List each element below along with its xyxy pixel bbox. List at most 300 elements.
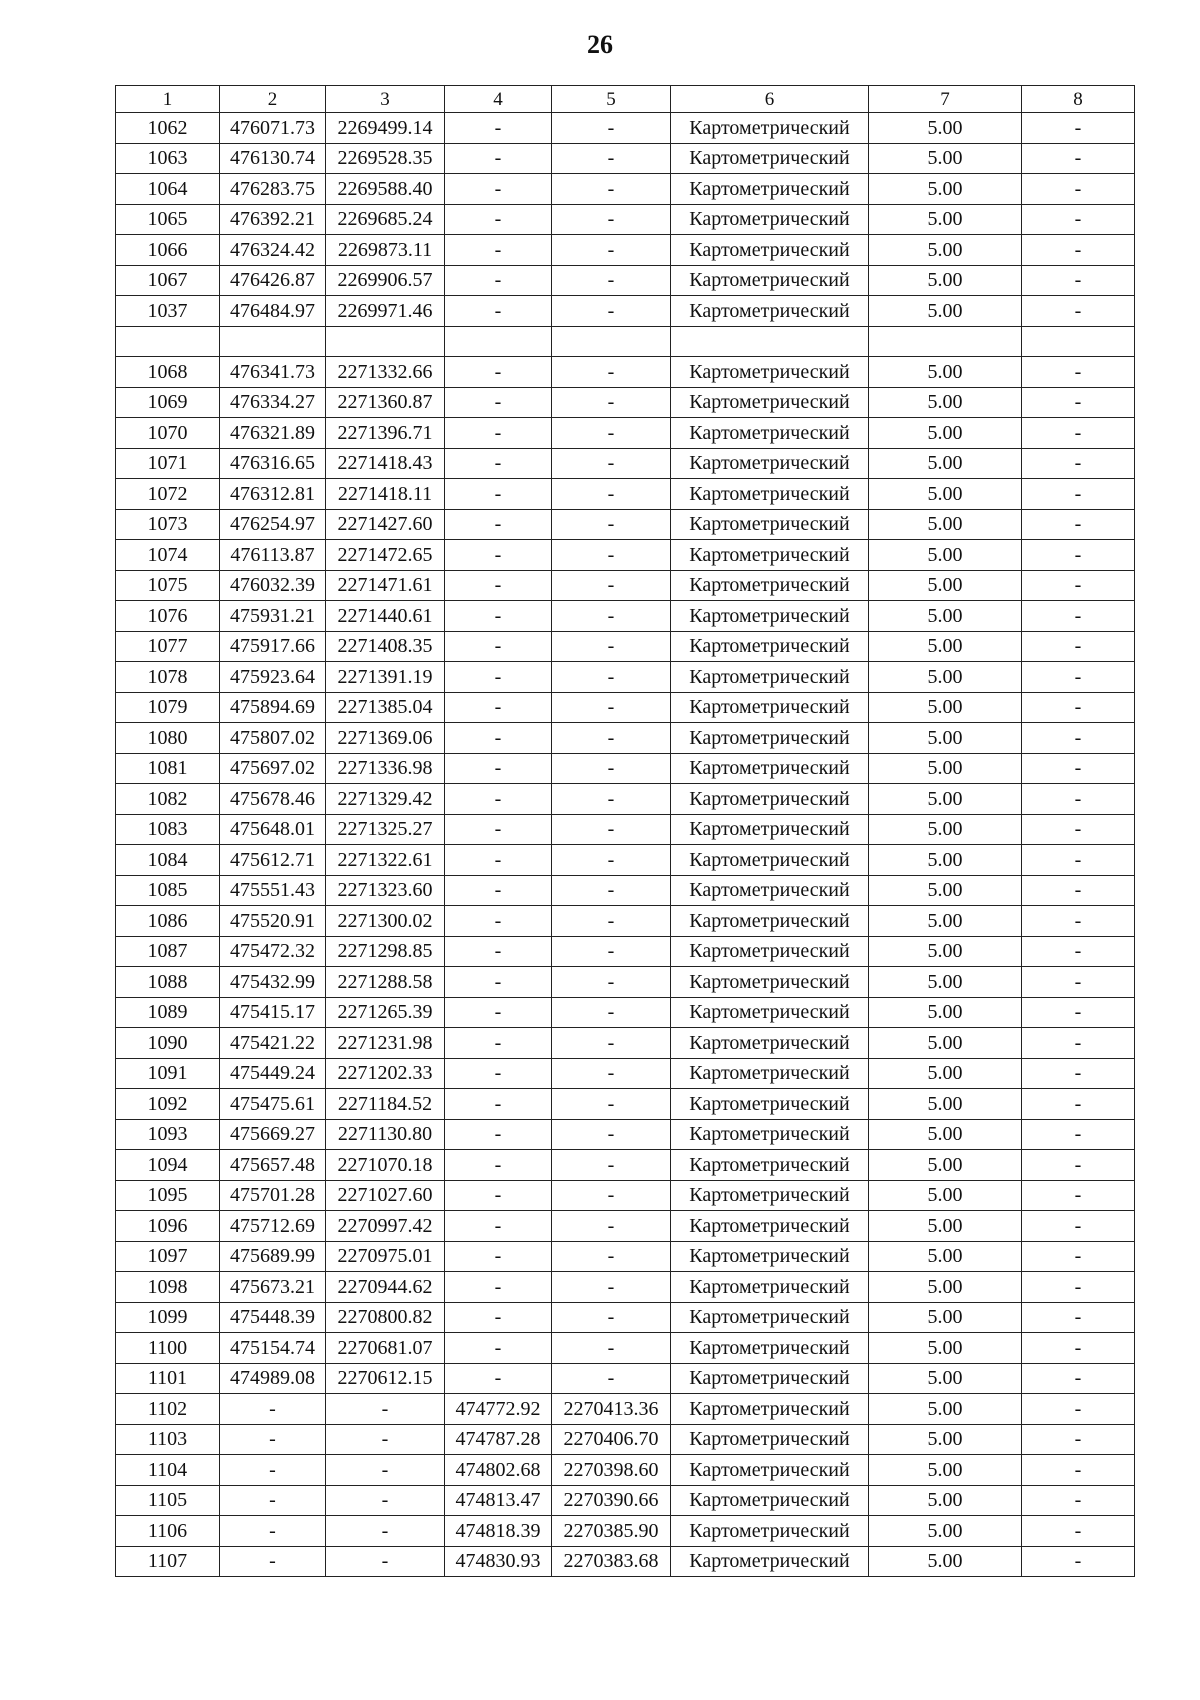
description-cell: -: [1022, 1150, 1135, 1181]
y-coord-cell: 2269528.35: [326, 143, 445, 174]
accuracy-cell: 5.00: [869, 1516, 1022, 1547]
table-row: [116, 326, 1135, 357]
method-cell: Картометрический: [671, 1363, 869, 1394]
y-coord-alt-cell: -: [552, 1333, 671, 1364]
y-coord-cell: 2270612.15: [326, 1363, 445, 1394]
table-row: [116, 479, 1135, 510]
x-coord-cell: 475678.46: [220, 784, 326, 815]
x-coord-alt-cell: -: [445, 204, 552, 235]
x-coord-alt-cell: -: [445, 1028, 552, 1059]
description-cell: -: [1022, 967, 1135, 998]
description-cell: [1022, 326, 1135, 357]
point-number-cell: 1088: [116, 967, 220, 998]
method-cell: Картометрический: [671, 723, 869, 754]
y-coord-cell: 2269873.11: [326, 235, 445, 266]
point-number-cell: 1083: [116, 814, 220, 845]
accuracy-cell: 5.00: [869, 174, 1022, 205]
y-coord-cell: 2271322.61: [326, 845, 445, 876]
y-coord-cell: 2271202.33: [326, 1058, 445, 1089]
y-coord-alt-cell: 2270398.60: [552, 1455, 671, 1486]
x-coord-alt-cell: -: [445, 1058, 552, 1089]
table-row: [116, 357, 1135, 388]
description-cell: -: [1022, 1546, 1135, 1577]
table-row: [116, 845, 1135, 876]
x-coord-alt-cell: -: [445, 1180, 552, 1211]
description-cell: -: [1022, 357, 1135, 388]
method-cell: Картометрический: [671, 1272, 869, 1303]
accuracy-cell: 5.00: [869, 1272, 1022, 1303]
point-number-cell: 1102: [116, 1394, 220, 1425]
y-coord-cell: 2271300.02: [326, 906, 445, 937]
x-coord-cell: 475551.43: [220, 875, 326, 906]
x-coord-alt-cell: -: [445, 174, 552, 205]
header-cell: 4: [445, 86, 552, 113]
accuracy-cell: 5.00: [869, 143, 1022, 174]
accuracy-cell: 5.00: [869, 1028, 1022, 1059]
description-cell: -: [1022, 1028, 1135, 1059]
table-row: [116, 1089, 1135, 1120]
method-cell: Картометрический: [671, 1241, 869, 1272]
x-coord-cell: 475448.39: [220, 1302, 326, 1333]
x-coord-cell: 476254.97: [220, 509, 326, 540]
description-cell: -: [1022, 387, 1135, 418]
table-row: [116, 1028, 1135, 1059]
x-coord-cell: 475657.48: [220, 1150, 326, 1181]
y-coord-cell: 2271385.04: [326, 692, 445, 723]
method-cell: Картометрический: [671, 1333, 869, 1364]
point-number-cell: 1095: [116, 1180, 220, 1211]
y-coord-cell: 2271396.71: [326, 418, 445, 449]
x-coord-cell: 475917.66: [220, 631, 326, 662]
description-cell: -: [1022, 509, 1135, 540]
x-coord-alt-cell: 474830.93: [445, 1546, 552, 1577]
point-number-cell: 1105: [116, 1485, 220, 1516]
x-coord-alt-cell: 474802.68: [445, 1455, 552, 1486]
method-cell: Картометрический: [671, 540, 869, 571]
point-number-cell: 1085: [116, 875, 220, 906]
y-coord-cell: 2271360.87: [326, 387, 445, 418]
y-coord-cell: 2271427.60: [326, 509, 445, 540]
x-coord-alt-cell: [445, 326, 552, 357]
point-number-cell: 1097: [116, 1241, 220, 1272]
y-coord-cell: -: [326, 1485, 445, 1516]
y-coord-alt-cell: -: [552, 967, 671, 998]
x-coord-cell: 475475.61: [220, 1089, 326, 1120]
description-cell: -: [1022, 1058, 1135, 1089]
accuracy-cell: 5.00: [869, 692, 1022, 723]
description-cell: -: [1022, 692, 1135, 723]
point-number-cell: 1037: [116, 296, 220, 327]
method-cell: Картометрический: [671, 997, 869, 1028]
table-row: [116, 784, 1135, 815]
x-coord-cell: 475648.01: [220, 814, 326, 845]
table-row: [116, 1211, 1135, 1242]
y-coord-alt-cell: -: [552, 387, 671, 418]
x-coord-cell: [220, 326, 326, 357]
accuracy-cell: 5.00: [869, 1150, 1022, 1181]
y-coord-cell: 2271408.35: [326, 631, 445, 662]
table-row: [116, 1516, 1135, 1547]
y-coord-cell: 2271418.11: [326, 479, 445, 510]
method-cell: Картометрический: [671, 143, 869, 174]
x-coord-cell: 475923.64: [220, 662, 326, 693]
table-row: [116, 601, 1135, 632]
x-coord-alt-cell: -: [445, 1089, 552, 1120]
y-coord-alt-cell: -: [552, 1272, 671, 1303]
accuracy-cell: 5.00: [869, 845, 1022, 876]
accuracy-cell: 5.00: [869, 1455, 1022, 1486]
table-row: [116, 540, 1135, 571]
table-row: [116, 967, 1135, 998]
table-row: [116, 1333, 1135, 1364]
table-row: [116, 418, 1135, 449]
x-coord-cell: 475697.02: [220, 753, 326, 784]
accuracy-cell: 5.00: [869, 296, 1022, 327]
table-row: [116, 1180, 1135, 1211]
y-coord-alt-cell: -: [552, 418, 671, 449]
x-coord-cell: 476341.73: [220, 357, 326, 388]
x-coord-alt-cell: 474813.47: [445, 1485, 552, 1516]
method-cell: Картометрический: [671, 631, 869, 662]
table-row: [116, 1150, 1135, 1181]
description-cell: -: [1022, 814, 1135, 845]
x-coord-alt-cell: -: [445, 906, 552, 937]
y-coord-alt-cell: [552, 326, 671, 357]
description-cell: -: [1022, 1089, 1135, 1120]
x-coord-alt-cell: -: [445, 235, 552, 266]
point-number-cell: 1107: [116, 1546, 220, 1577]
description-cell: -: [1022, 1424, 1135, 1455]
accuracy-cell: 5.00: [869, 936, 1022, 967]
x-coord-cell: 475689.99: [220, 1241, 326, 1272]
table-row: [116, 174, 1135, 205]
point-number-cell: 1072: [116, 479, 220, 510]
table-row: [116, 1058, 1135, 1089]
method-cell: Картометрический: [671, 418, 869, 449]
y-coord-cell: 2269971.46: [326, 296, 445, 327]
table-row: [116, 143, 1135, 174]
description-cell: -: [1022, 845, 1135, 876]
description-cell: -: [1022, 143, 1135, 174]
y-coord-alt-cell: -: [552, 997, 671, 1028]
x-coord-cell: 476324.42: [220, 235, 326, 266]
y-coord-cell: [326, 326, 445, 357]
accuracy-cell: 5.00: [869, 1241, 1022, 1272]
accuracy-cell: 5.00: [869, 1180, 1022, 1211]
description-cell: -: [1022, 235, 1135, 266]
x-coord-cell: 476283.75: [220, 174, 326, 205]
accuracy-cell: [869, 326, 1022, 357]
accuracy-cell: 5.00: [869, 1363, 1022, 1394]
description-cell: -: [1022, 113, 1135, 144]
x-coord-alt-cell: -: [445, 509, 552, 540]
x-coord-alt-cell: -: [445, 784, 552, 815]
y-coord-cell: 2271391.19: [326, 662, 445, 693]
accuracy-cell: 5.00: [869, 1089, 1022, 1120]
y-coord-cell: 2271288.58: [326, 967, 445, 998]
x-coord-alt-cell: -: [445, 143, 552, 174]
y-coord-alt-cell: -: [552, 1180, 671, 1211]
y-coord-cell: 2270800.82: [326, 1302, 445, 1333]
description-cell: -: [1022, 875, 1135, 906]
description-cell: -: [1022, 631, 1135, 662]
x-coord-cell: 475701.28: [220, 1180, 326, 1211]
accuracy-cell: 5.00: [869, 540, 1022, 571]
x-coord-alt-cell: -: [445, 814, 552, 845]
x-coord-alt-cell: -: [445, 418, 552, 449]
method-cell: Картометрический: [671, 1394, 869, 1425]
accuracy-cell: 5.00: [869, 906, 1022, 937]
x-coord-alt-cell: -: [445, 875, 552, 906]
y-coord-cell: 2271332.66: [326, 357, 445, 388]
method-cell: Картометрический: [671, 601, 869, 632]
table-row: [116, 1241, 1135, 1272]
y-coord-cell: 2271027.60: [326, 1180, 445, 1211]
table-row: [116, 936, 1135, 967]
method-cell: Картометрический: [671, 387, 869, 418]
description-cell: -: [1022, 448, 1135, 479]
accuracy-cell: 5.00: [869, 601, 1022, 632]
description-cell: -: [1022, 784, 1135, 815]
x-coord-cell: 476312.81: [220, 479, 326, 510]
y-coord-alt-cell: -: [552, 631, 671, 662]
description-cell: -: [1022, 174, 1135, 205]
method-cell: Картометрический: [671, 1150, 869, 1181]
method-cell: Картометрический: [671, 448, 869, 479]
x-coord-cell: 475673.21: [220, 1272, 326, 1303]
accuracy-cell: 5.00: [869, 509, 1022, 540]
x-coord-cell: 475421.22: [220, 1028, 326, 1059]
point-number-cell: 1084: [116, 845, 220, 876]
method-cell: Картометрический: [671, 265, 869, 296]
accuracy-cell: 5.00: [869, 1333, 1022, 1364]
y-coord-alt-cell: -: [552, 1119, 671, 1150]
accuracy-cell: 5.00: [869, 235, 1022, 266]
x-coord-alt-cell: 474818.39: [445, 1516, 552, 1547]
description-cell: -: [1022, 1394, 1135, 1425]
x-coord-cell: -: [220, 1516, 326, 1547]
accuracy-cell: 5.00: [869, 418, 1022, 449]
x-coord-cell: 475154.74: [220, 1333, 326, 1364]
description-cell: -: [1022, 204, 1135, 235]
y-coord-alt-cell: -: [552, 174, 671, 205]
y-coord-alt-cell: -: [552, 784, 671, 815]
y-coord-cell: 2271440.61: [326, 601, 445, 632]
description-cell: -: [1022, 418, 1135, 449]
x-coord-alt-cell: -: [445, 1302, 552, 1333]
table-row: [116, 1546, 1135, 1577]
method-cell: Картометрический: [671, 1424, 869, 1455]
y-coord-alt-cell: -: [552, 1058, 671, 1089]
point-number-cell: 1091: [116, 1058, 220, 1089]
accuracy-cell: 5.00: [869, 113, 1022, 144]
accuracy-cell: 5.00: [869, 753, 1022, 784]
y-coord-alt-cell: -: [552, 814, 671, 845]
x-coord-cell: 476113.87: [220, 540, 326, 571]
table-row: [116, 875, 1135, 906]
y-coord-alt-cell: -: [552, 1363, 671, 1394]
accuracy-cell: 5.00: [869, 479, 1022, 510]
accuracy-cell: 5.00: [869, 1302, 1022, 1333]
description-cell: -: [1022, 570, 1135, 601]
method-cell: Картометрический: [671, 1485, 869, 1516]
method-cell: Картометрический: [671, 1516, 869, 1547]
x-coord-alt-cell: -: [445, 265, 552, 296]
point-number-cell: 1106: [116, 1516, 220, 1547]
point-number-cell: 1070: [116, 418, 220, 449]
x-coord-cell: -: [220, 1394, 326, 1425]
method-cell: Картометрический: [671, 1089, 869, 1120]
accuracy-cell: 5.00: [869, 1485, 1022, 1516]
x-coord-cell: 476484.97: [220, 296, 326, 327]
y-coord-alt-cell: -: [552, 1150, 671, 1181]
description-cell: -: [1022, 540, 1135, 571]
point-number-cell: 1065: [116, 204, 220, 235]
table-row: [116, 509, 1135, 540]
y-coord-alt-cell: -: [552, 509, 671, 540]
y-coord-cell: -: [326, 1546, 445, 1577]
point-number-cell: 1098: [116, 1272, 220, 1303]
accuracy-cell: 5.00: [869, 814, 1022, 845]
accuracy-cell: 5.00: [869, 784, 1022, 815]
y-coord-alt-cell: -: [552, 570, 671, 601]
y-coord-cell: 2269906.57: [326, 265, 445, 296]
x-coord-cell: 476334.27: [220, 387, 326, 418]
y-coord-alt-cell: -: [552, 265, 671, 296]
accuracy-cell: 5.00: [869, 1119, 1022, 1150]
point-number-cell: 1101: [116, 1363, 220, 1394]
x-coord-alt-cell: -: [445, 113, 552, 144]
x-coord-alt-cell: -: [445, 387, 552, 418]
table-row: [116, 631, 1135, 662]
x-coord-cell: 475520.91: [220, 906, 326, 937]
description-cell: -: [1022, 997, 1135, 1028]
y-coord-cell: 2270975.01: [326, 1241, 445, 1272]
x-coord-alt-cell: -: [445, 662, 552, 693]
method-cell: Картометрический: [671, 662, 869, 693]
y-coord-cell: 2270997.42: [326, 1211, 445, 1242]
description-cell: -: [1022, 1180, 1135, 1211]
method-cell: [671, 326, 869, 357]
table-row: [116, 235, 1135, 266]
x-coord-cell: 476426.87: [220, 265, 326, 296]
y-coord-cell: 2269685.24: [326, 204, 445, 235]
accuracy-cell: 5.00: [869, 967, 1022, 998]
y-coord-alt-cell: -: [552, 357, 671, 388]
method-cell: Картометрический: [671, 1058, 869, 1089]
description-cell: -: [1022, 723, 1135, 754]
x-coord-cell: 475894.69: [220, 692, 326, 723]
y-coord-alt-cell: -: [552, 235, 671, 266]
description-cell: -: [1022, 1241, 1135, 1272]
x-coord-cell: 475931.21: [220, 601, 326, 632]
table-row: [116, 814, 1135, 845]
method-cell: Картометрический: [671, 1119, 869, 1150]
y-coord-cell: -: [326, 1424, 445, 1455]
method-cell: Картометрический: [671, 1028, 869, 1059]
y-coord-alt-cell: -: [552, 906, 671, 937]
description-cell: -: [1022, 296, 1135, 327]
y-coord-alt-cell: 2270406.70: [552, 1424, 671, 1455]
x-coord-alt-cell: -: [445, 479, 552, 510]
y-coord-alt-cell: -: [552, 113, 671, 144]
table-row: [116, 662, 1135, 693]
x-coord-alt-cell: 474772.92: [445, 1394, 552, 1425]
y-coord-cell: 2271231.98: [326, 1028, 445, 1059]
x-coord-cell: 475669.27: [220, 1119, 326, 1150]
method-cell: Картометрический: [671, 845, 869, 876]
point-number-cell: 1077: [116, 631, 220, 662]
y-coord-alt-cell: -: [552, 204, 671, 235]
x-coord-alt-cell: -: [445, 631, 552, 662]
description-cell: -: [1022, 1516, 1135, 1547]
header-cell: 1: [116, 86, 220, 113]
y-coord-alt-cell: -: [552, 662, 671, 693]
description-cell: -: [1022, 1119, 1135, 1150]
method-cell: Картометрический: [671, 1455, 869, 1486]
x-coord-alt-cell: -: [445, 540, 552, 571]
method-cell: Картометрический: [671, 479, 869, 510]
accuracy-cell: 5.00: [869, 570, 1022, 601]
description-cell: -: [1022, 753, 1135, 784]
table-row: [116, 204, 1135, 235]
table-body: [116, 86, 1135, 1577]
accuracy-cell: 5.00: [869, 1058, 1022, 1089]
y-coord-cell: -: [326, 1455, 445, 1486]
table-row: [116, 1424, 1135, 1455]
description-cell: -: [1022, 265, 1135, 296]
accuracy-cell: 5.00: [869, 265, 1022, 296]
y-coord-cell: 2271323.60: [326, 875, 445, 906]
point-number-cell: [116, 326, 220, 357]
table-row: [116, 296, 1135, 327]
y-coord-cell: 2269588.40: [326, 174, 445, 205]
description-cell: -: [1022, 1333, 1135, 1364]
x-coord-alt-cell: -: [445, 1363, 552, 1394]
x-coord-cell: -: [220, 1485, 326, 1516]
coordinates-table: [115, 85, 1135, 1577]
method-cell: Картометрический: [671, 936, 869, 967]
method-cell: Картометрический: [671, 967, 869, 998]
point-number-cell: 1064: [116, 174, 220, 205]
x-coord-alt-cell: -: [445, 601, 552, 632]
y-coord-alt-cell: 2270390.66: [552, 1485, 671, 1516]
point-number-cell: 1096: [116, 1211, 220, 1242]
accuracy-cell: 5.00: [869, 1211, 1022, 1242]
y-coord-cell: 2271325.27: [326, 814, 445, 845]
point-number-cell: 1104: [116, 1455, 220, 1486]
x-coord-cell: 475432.99: [220, 967, 326, 998]
point-number-cell: 1086: [116, 906, 220, 937]
point-number-cell: 1067: [116, 265, 220, 296]
method-cell: Картометрический: [671, 204, 869, 235]
page-number: 26: [587, 30, 613, 59]
table-row: [116, 723, 1135, 754]
x-coord-cell: 475472.32: [220, 936, 326, 967]
y-coord-alt-cell: -: [552, 479, 671, 510]
point-number-cell: 1103: [116, 1424, 220, 1455]
accuracy-cell: 5.00: [869, 662, 1022, 693]
description-cell: -: [1022, 1485, 1135, 1516]
y-coord-alt-cell: -: [552, 1241, 671, 1272]
y-coord-alt-cell: -: [552, 296, 671, 327]
table-row: [116, 1272, 1135, 1303]
y-coord-cell: 2270681.07: [326, 1333, 445, 1364]
point-number-cell: 1080: [116, 723, 220, 754]
y-coord-cell: 2271130.80: [326, 1119, 445, 1150]
x-coord-alt-cell: -: [445, 1150, 552, 1181]
x-coord-alt-cell: -: [445, 753, 552, 784]
